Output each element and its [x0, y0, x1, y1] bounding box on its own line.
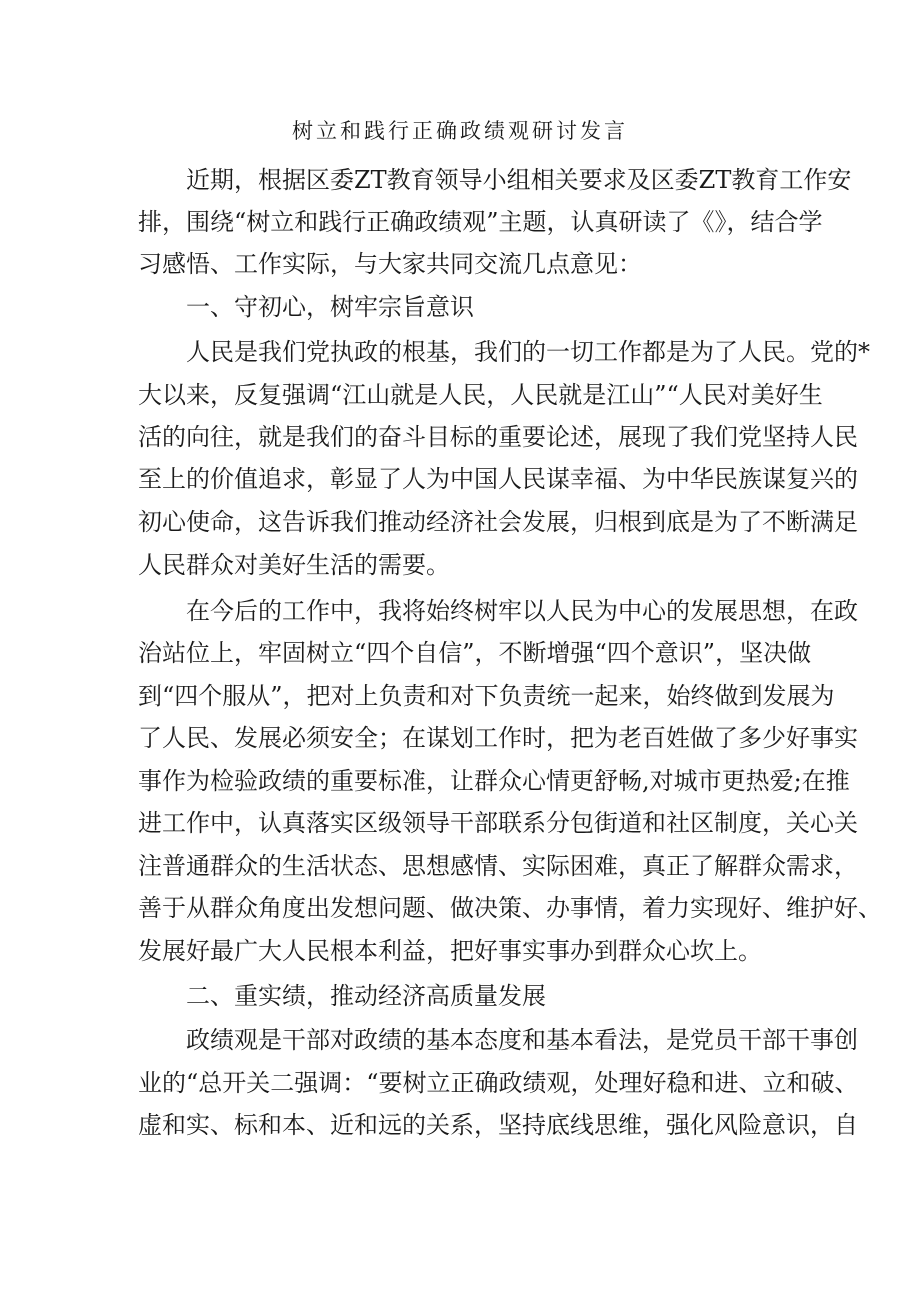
paragraph-line: 事作为检验政绩的重要标准，让群众心情更舒畅,对城市更热爱;在推 — [138, 767, 850, 795]
paragraph-line: 政绩观是干部对政绩的基本态度和基本看法，是党员干部干事创 — [186, 1026, 858, 1054]
paragraph-line: 近期，根据区委ZT教育领导小组相关要求及区委ZT教育工作安 — [186, 166, 852, 194]
paragraph-line: 虚和实、标和本、近和远的关系，坚持底线思维，强化风险意识，自 — [138, 1111, 858, 1139]
section-heading-1: 一、守初心，树牢宗旨意识 — [186, 293, 474, 321]
paragraph-line: 至上的价值追求，彰显了人为中国人民谋幸福、为中华民族谋复兴的 — [138, 465, 858, 493]
paragraph-line: 发展好最广大人民根本利益，把好事实事办到群众心坎上。 — [138, 937, 762, 965]
paragraph-line: 人民是我们党执政的根基，我们的一切工作都是为了人民。党的* — [186, 338, 870, 366]
paragraph-line: 大以来，反复强调“江山就是人民，人民就是江山”“人民对美好生 — [138, 381, 823, 409]
paragraph-line: 在今后的工作中，我将始终树牢以人民为中心的发展思想，在政 — [186, 597, 858, 625]
paragraph-line: 排，围绕“树立和践行正确政绩观”主题，认真研读了《》，结合学 — [138, 208, 823, 236]
paragraph-line: 初心使命，这告诉我们推动经济社会发展，归根到底是为了不断满足 — [138, 508, 858, 536]
paragraph-line: 了人民、发展必须安全；在谋划工作时，把为老百姓做了多少好事实 — [138, 724, 858, 752]
document-title: 树立和践行正确政绩观研讨发言 — [292, 119, 628, 143]
paragraph-line: 人民群众对美好生活的需要。 — [138, 551, 450, 579]
paragraph-line: 治站位上，牢固树立“四个自信”，不断增强“四个意识”，坚决做 — [138, 639, 812, 667]
paragraph-line: 活的向往，就是我们的奋斗目标的重要论述，展现了我们党坚持人民 — [138, 423, 858, 451]
paragraph-line: 注普通群众的生活状态、思想感情、实际困难，真正了解群众需求， — [138, 852, 858, 880]
paragraph-line: 到“四个服从”，把对上负责和对下负责统一起来，始终做到发展为 — [138, 682, 835, 710]
paragraph-line: 习感悟、工作实际，与大家共同交流几点意见： — [138, 250, 642, 278]
paragraph-line: 善于从群众角度出发想问题、做决策、办事情，着力实现好、维护好、 — [138, 894, 882, 922]
paragraph-line: 进工作中，认真落实区级领导干部联系分包街道和社区制度，关心关 — [138, 809, 858, 837]
section-heading-2: 二、重实绩，推动经济高质量发展 — [186, 982, 546, 1010]
paragraph-line: 业的“总开关二强调：“要树立正确政绩观，处理好稳和进、立和破、 — [138, 1069, 859, 1097]
